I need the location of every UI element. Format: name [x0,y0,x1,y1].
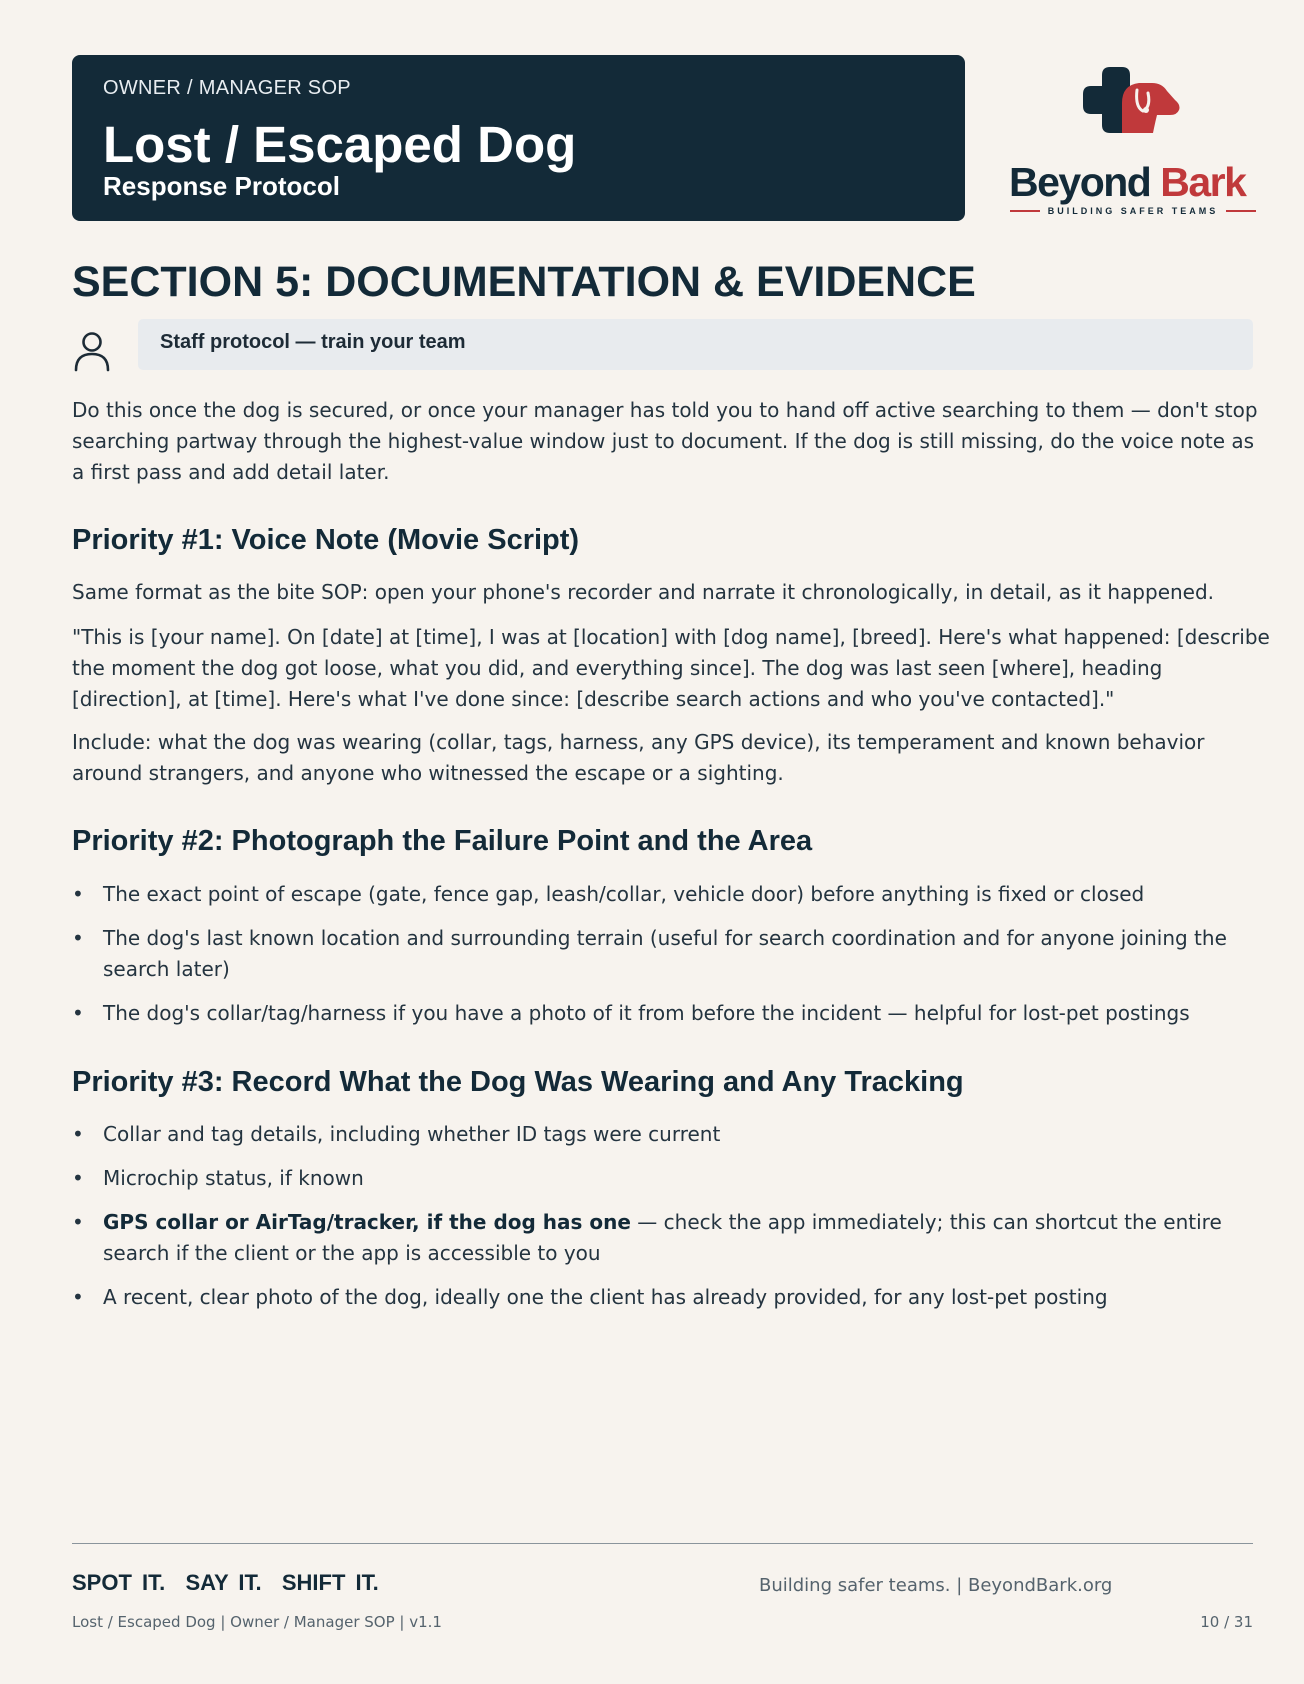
cross-dog-head-icon [1075,63,1195,143]
doc-eyebrow: OWNER / MANAGER SOP [103,77,351,99]
brand-logo [1005,63,1255,223]
priority3-heading: Priority #3: Record What the Dog Was Wearing and Any Tracking [72,1066,964,1098]
list-item: • Collar and tag details, including whether ID tags were current [72,1119,1262,1150]
gps-item-rest: — check the app immediately; this can shortcut the entire search if the client or the app is accessible to you [103,1210,1222,1265]
list-item: • A recent, clear photo of the dog, ideally one the client has already provided, for any lost-pet posting [72,1282,1262,1313]
list-item: • Microchip status, if known [72,1163,1262,1194]
logo-word-primary: Beyond [1009,159,1151,205]
footer-slogan: SPOT IT. SAY IT. SHIFT IT. [72,1570,379,1595]
list-item: • The exact point of escape (gate, fence gap, leash/collar, vehicle door) before anything is fixed or closed [72,879,1262,910]
person-icon [72,330,112,372]
list-item: • The dog's collar/tag/harness if you have a photo of it from before the incident — helpful for lost-pet postings [72,998,1262,1029]
priority1-script-template: "This is [your name]. On [date] at [time], I was at [location] with [dog name], [breed]. Here's what happened: [describe the moment the dog got loose, what you did, and everything since]. The dog was last seen [where], heading [direction], at [time]. Here's what I've done since: [describe search actions and who you've contacted]." [72,625,1270,711]
logo-rule-left [1010,210,1040,212]
page-number: 10 / 31 [1200,1613,1253,1631]
doc-title: Lost / Escaped Dog [103,116,577,173]
logo-wordmark [1009,159,1245,206]
logo-word-accent: Bark [1160,159,1246,205]
priority2-list [72,879,1262,1042]
logo-rule-right [1226,210,1256,212]
protocol-callout: Staff protocol — train your team [138,319,1253,370]
header-banner [72,55,965,221]
priority1-heading: Priority #1: Voice Note (Movie Script) [72,524,580,556]
logo-tagline: BUILDING SAFER TEAMS [1047,206,1219,216]
priority1-paragraph-format: Same format as the bite SOP: open your phone's recorder and narrate it chronologically, in detail, as it happened. [72,580,1215,604]
logo-tagline-row [1010,206,1256,216]
footer-divider [72,1543,1253,1544]
footer-site: Building safer teams. | BeyondBark.org [759,1575,1113,1596]
list-item-gps [72,1207,1262,1269]
priority3-list [72,1119,1262,1326]
intro-paragraph: Do this once the dog is secured, or once your manager has told you to hand off active searching to them — don't stop searching partway through the highest-value window just to document. If the dog is still missing, do the voice note as a first pass and add detail later. [72,398,1258,484]
priority1-paragraph-include: Include: what the dog was wearing (collar, tags, harness, any GPS device), its temperament and known behavior around strangers, and anyone who witnessed the escape or a sighting. [72,730,1205,785]
doc-subtitle: Response Protocol [103,171,340,201]
footer-doc-meta: Lost / Escaped Dog | Owner / Manager SOP | v1.1 [72,1613,442,1631]
list-item: • The dog's last known location and surrounding terrain (useful for search coordination and for anyone joining the search later) [72,923,1262,985]
section-heading: SECTION 5: DOCUMENTATION & EVIDENCE [72,258,976,306]
priority2-heading: Priority #2: Photograph the Failure Point and the Area [72,825,813,857]
gps-item-bold: GPS collar or AirTag/tracker, if the dog has one [103,1210,631,1234]
